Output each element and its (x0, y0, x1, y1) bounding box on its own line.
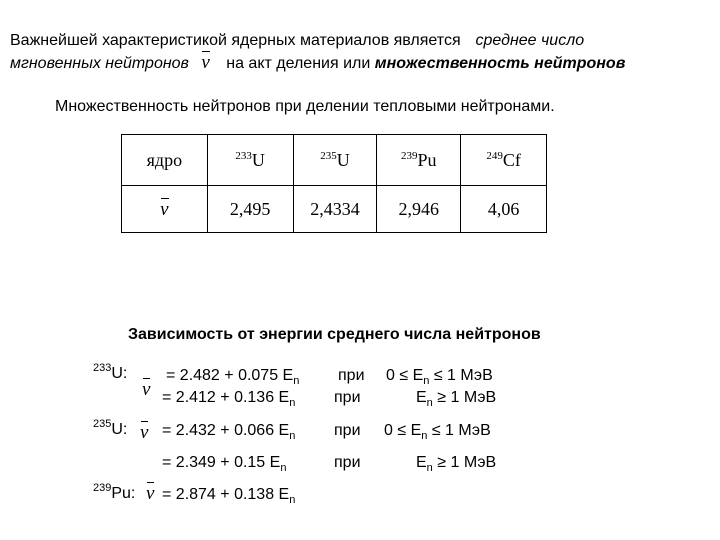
table-title: Множественность нейтронов при делении тепловыми нейтронами. (55, 98, 555, 115)
pu239-nu-symbol: ν (146, 483, 155, 504)
u235-label: $^{235}$U: (93, 418, 128, 438)
u233-pri-2: при (334, 389, 361, 406)
u233-condition-1: $0 \le E_n \le 1$ МэВ (386, 367, 493, 387)
table-header-cf249: $^{249}$Cf (461, 135, 547, 186)
u235-pri-1: при (334, 422, 361, 439)
intro-line2-emphasis: мгновенных нейтронов (10, 55, 189, 72)
u233-pri-1: при (338, 367, 365, 384)
u233-label: $^{233}$U: (93, 362, 128, 382)
u235-formula-1: = 2.432 + 0.066 $E_n$ (162, 422, 296, 442)
table-row-symbol: ν (122, 186, 208, 233)
u235-condition-1: $0 \le E_n \le 1$ МэВ (384, 422, 491, 442)
u235-condition-2: $E_n \ge 1$ МэВ (416, 454, 497, 474)
u233-formula-1: = 2.482 + 0.075 $E_n$ (166, 367, 300, 387)
table-header-u235: $^{235}$U (293, 135, 377, 186)
u235-pri-2: при (334, 454, 361, 471)
table-value-cf249: 4,06 (461, 186, 547, 233)
u233-formula-2: = 2.412 + 0.136 $E_n$ (162, 389, 296, 409)
table-header-label: ядро (122, 135, 208, 186)
intro-line-2 (10, 52, 625, 75)
table-value-u235: 2,4334 (293, 186, 377, 233)
neutron-multiplicity-table (121, 134, 547, 233)
intro-line1-emphasis: среднее число (475, 32, 585, 49)
intro-line2-emphasis-2: множественность нейтронов (374, 55, 626, 72)
dependence-title: Зависимость от энергии среднего числа нейтронов (128, 326, 541, 343)
u233-condition-2: $E_n \ge 1$ МэВ (416, 389, 497, 409)
pu239-label: $^{239}$Pu: (93, 482, 136, 502)
pu239-formula-1: = 2.874 + 0.138 $E_n$ (162, 486, 296, 506)
table-header-u233: $^{233}$U (207, 135, 293, 186)
table-value-pu239: 2,946 (377, 186, 461, 233)
table-header-pu239: $^{239}$Pu (377, 135, 461, 186)
intro-line-1 (10, 29, 584, 52)
intro-line1-text: Важнейшей характеристикой ядерных материалов является (10, 32, 461, 49)
nu-bar-symbol: ν (201, 52, 210, 73)
u235-nu-symbol: ν (140, 422, 149, 443)
u233-nu-symbol: ν (142, 379, 151, 400)
table-header-row (122, 135, 547, 186)
table-value-u233: 2,495 (207, 186, 293, 233)
u235-formula-2: = 2.349 + 0.15 $E_n$ (162, 454, 287, 474)
intro-line2-text: на акт деления или (226, 55, 371, 72)
table-value-row (122, 186, 547, 233)
